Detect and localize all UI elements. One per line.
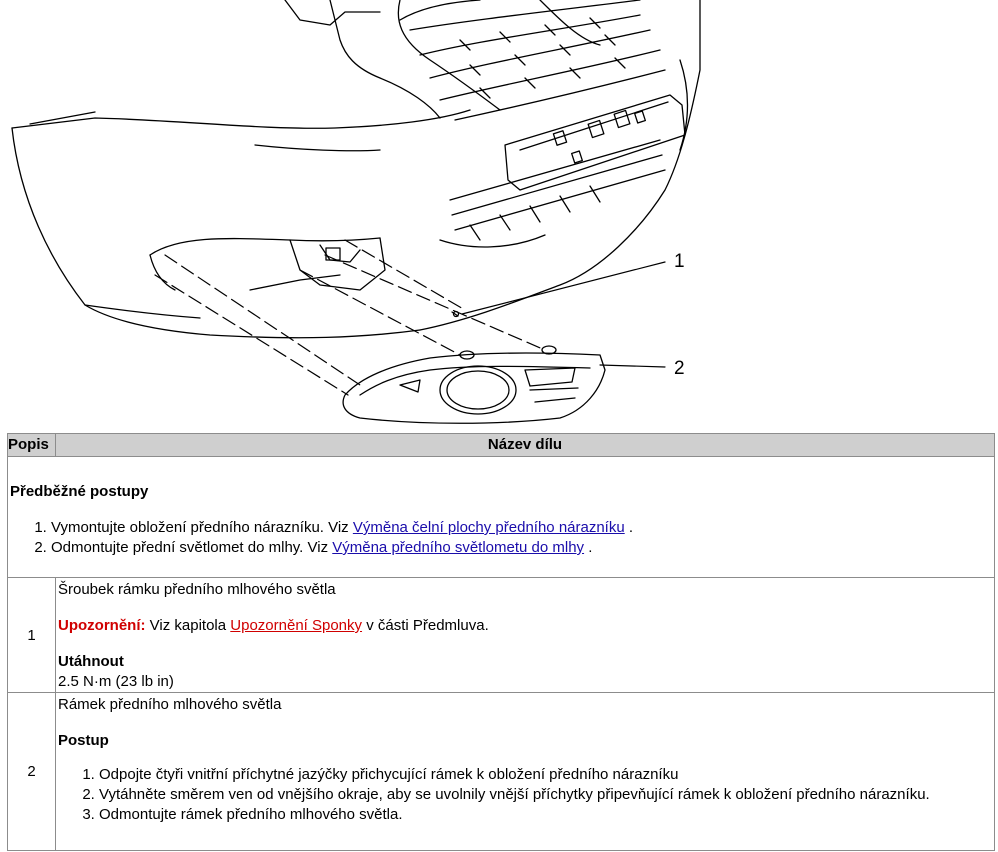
- callout-2: 2: [674, 358, 685, 379]
- step-text: Odmontujte přední světlomet do mlhy. Viz: [51, 539, 333, 556]
- list-item: 1. Odpojte čtyři vnitřní příchytné jazýčky přichycující rámek k obložení předního nárazníku: [99, 765, 992, 785]
- header-popis: Popis: [8, 434, 56, 457]
- row-number: 2: [8, 693, 56, 851]
- fog-lamp-pocket-drawing: [250, 238, 385, 290]
- link-bumper-fascia-replacement[interactable]: Výměna čelní plochy předního nárazníku: [352, 519, 625, 536]
- bumper-fascia-drawing: [12, 0, 700, 338]
- procedure-steps: [58, 765, 992, 825]
- part-name: Šroubek rámku předního mlhového světla: [58, 581, 336, 598]
- parts-table: [7, 433, 995, 851]
- license-plate-bracket-drawing: [440, 95, 685, 247]
- torque-label: Utáhnout: [58, 653, 124, 670]
- callout-1: 1: [674, 251, 685, 272]
- table-header-row: [8, 434, 995, 457]
- preliminary-steps: [10, 518, 992, 558]
- procedure-label: Postup: [58, 732, 109, 749]
- grille-drawing: [400, 0, 665, 120]
- list-item: [51, 538, 992, 558]
- preliminary-row: [8, 457, 995, 578]
- table-row: [8, 693, 995, 851]
- list-item: [51, 518, 992, 538]
- part-name: Rámek předního mlhového světla: [58, 696, 282, 713]
- torque-value: 2.5 N·m (23 lb in): [58, 673, 174, 690]
- table-row: [8, 578, 995, 693]
- link-clips-warning[interactable]: Upozornění Sponky: [230, 617, 363, 634]
- step-text: Vymontujte obložení předního nárazníku. Viz: [51, 519, 353, 536]
- preliminary-cell: [8, 457, 995, 578]
- warning-line: [58, 616, 992, 636]
- warning-label: Upozornění:: [58, 617, 146, 634]
- warning-after: v části Předmluva.: [362, 617, 489, 634]
- header-nazev-dilu: Název dílu: [56, 434, 995, 457]
- warning-text: Viz kapitola: [145, 617, 231, 634]
- row-content: [56, 693, 995, 851]
- step-after: .: [584, 539, 593, 556]
- list-item: 2. Vytáhněte směrem ven od vnějšího okraje, aby se uvolnily vnější příchytky připevňující rámek k obložení předního nárazníku.: [99, 785, 992, 805]
- list-item: 3. Odmontujte rámek předního mlhového světla.: [99, 805, 992, 825]
- callout-leaders: [462, 262, 665, 367]
- fog-lamp-bezel-drawing: [343, 346, 605, 423]
- preliminary-title: Předběžné postupy: [10, 483, 149, 500]
- row-content: [56, 578, 995, 693]
- screw-drawing: [452, 312, 459, 317]
- link-fog-lamp-replacement[interactable]: Výměna předního světlometu do mlhy: [332, 539, 585, 556]
- row-number: 1: [8, 578, 56, 693]
- step-after: .: [624, 519, 634, 536]
